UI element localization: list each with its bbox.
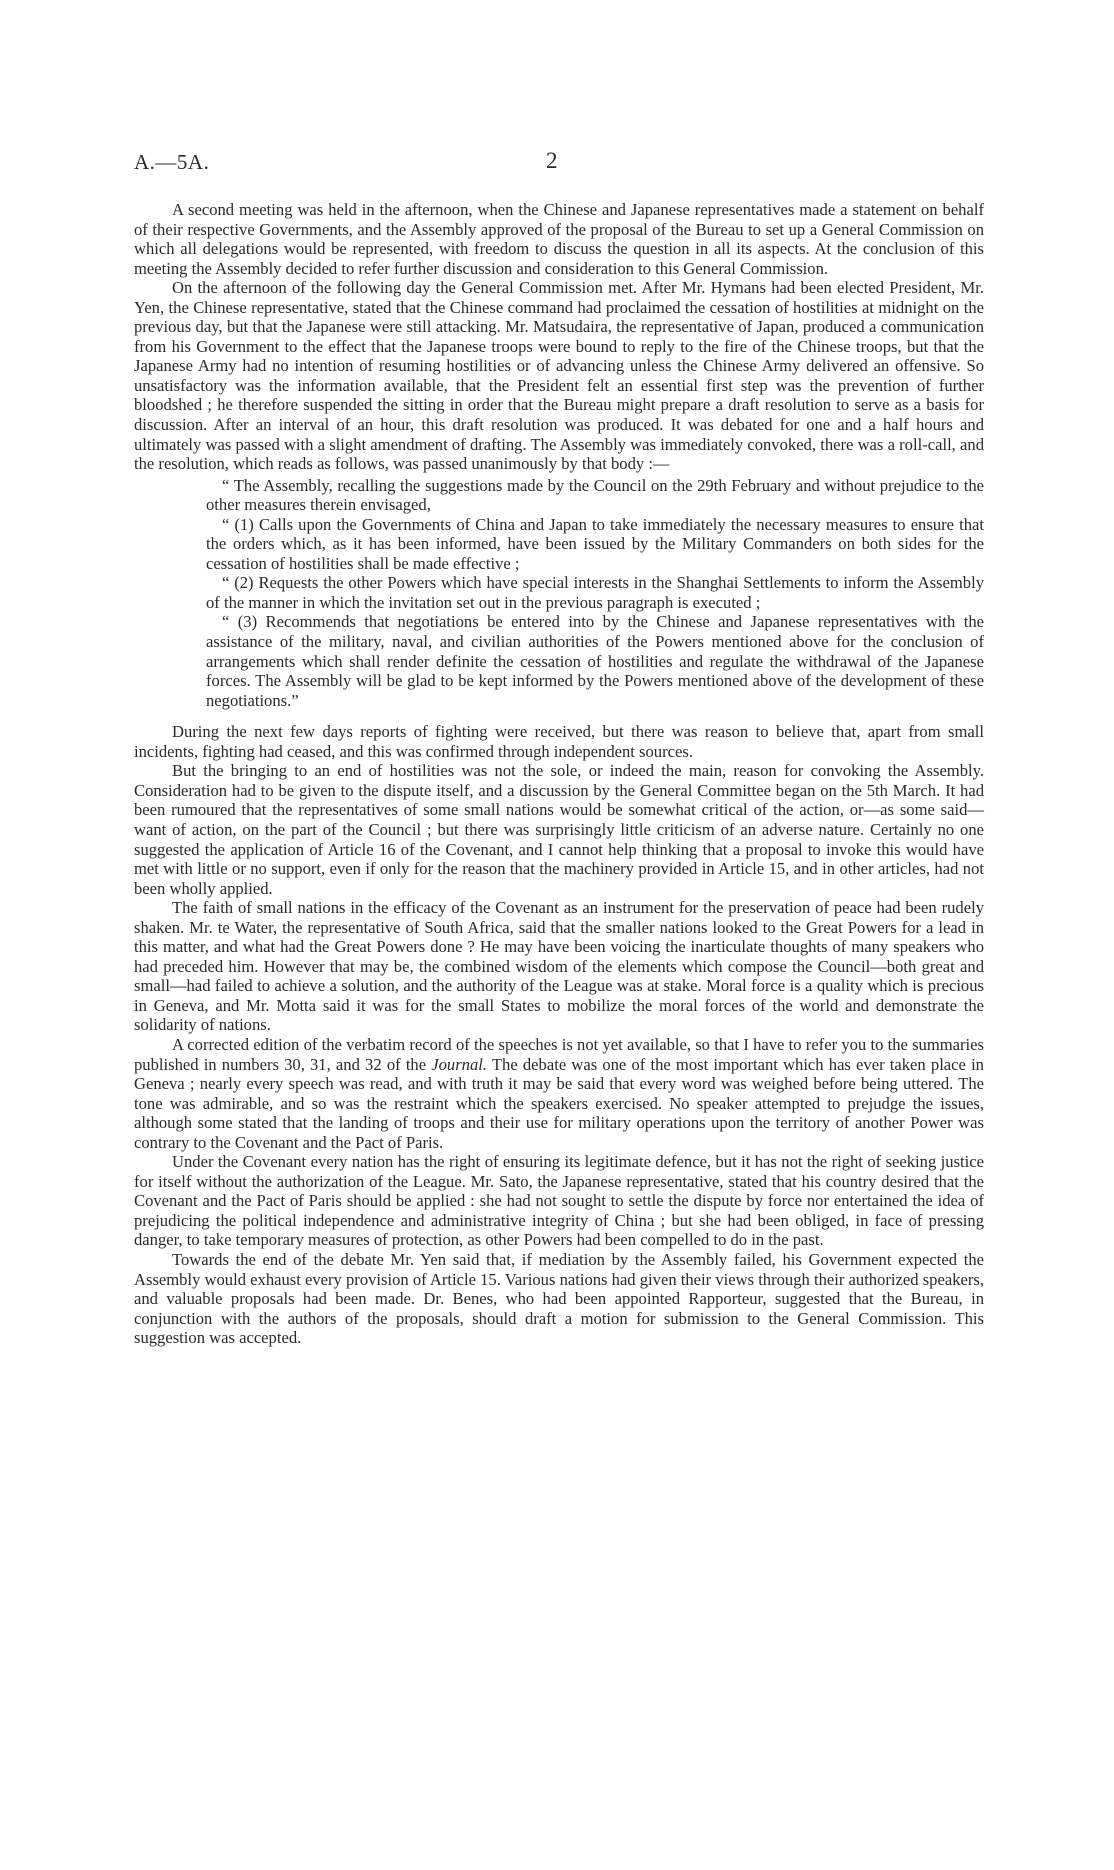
page-number: 2 [546, 148, 558, 173]
quote-paragraph: “ The Assembly, recalling the suggestions made by the Council on the 29th February and without prejudice to the other measures therein envisaged, [206, 475, 984, 515]
body-text [134, 200, 984, 1348]
journal-title: Journal. [431, 1054, 488, 1074]
quote-paragraph: “ (2) Requests the other Powers which have special interests in the Shanghai Settlements to inform the Assembly of the manner in which the invitation set out in the previous paragraph is executed ; [206, 573, 984, 612]
resolution-quote [206, 476, 984, 711]
paragraph: A second meeting was held in the afternoon, when the Chinese and Japanese representatives made a statement on behalf of their respective Governments, and the Assembly approved of the proposal of the Bureau to set up a General Commission on which all delegations would be represented, with freedom to discuss the question in all its aspects. At the conclusion of this meeting the Assembly decided to refer further discussion and consideration to this General Commission. [134, 200, 984, 278]
paragraph: Towards the end of the debate Mr. Yen said that, if mediation by the Assembly failed, his Government expected the Assembly would exhaust every provision of Article 15. Various nations had given their views through their authorized speakers, and valuable proposals had been made. Dr. Benes, who had been appointed Rapporteur, suggested that the Bureau, in conjunction with the authors of the proposals, should draft a motion for submission to the General Commission. This suggestion was accepted. [134, 1249, 984, 1348]
paragraph-journal [134, 1035, 984, 1152]
quote-paragraph: “ (3) Recommends that negotiations be entered into by the Chinese and Japanese representatives with the assistance of the military, naval, and civilian authorities of the Powers mentioned above for the conclusion of arrangements which shall render definite the cessation of hostilities and regulate the withdrawal of the Japanese forces. The Assembly will be glad to be kept informed by the Powers mentioned above of the development of these negotiations.” [206, 612, 984, 710]
journal-text-after: The debate was one of the most important which has ever taken place in Geneva ; nearly every speech was read, and with truth it may be said that every word was weighed before being uttered. The tone was admirable, and so was the restraint which the speakers exercised. No speaker attempted to prejudge the issues, although some stated that the landing of troops and their use for military operations upon the territory of another Power was contrary to the Covenant and the Pact of Paris. [134, 1054, 984, 1152]
quote-paragraph: “ (1) Calls upon the Governments of China and Japan to take immediately the necessary measures to ensure that the orders which, as it has been informed, have been issued by the Military Commanders on both sides for the cessation of hostilities shall be made effective ; [206, 514, 984, 573]
document-reference: A.—5A. [134, 150, 210, 174]
journal-text-before: A corrected edition of the verbatim record of the speeches is not yet available, so that I have to refer you to the summaries published in numbers 30, 31, and 32 of the [134, 1034, 984, 1074]
paragraph: The faith of small nations in the efficacy of the Covenant as an instrument for the preservation of peace had been rudely shaken. Mr. te Water, the representative of South Africa, said that the smaller nations looked to the Great Powers for a lead in this matter, and what had the Great Powers done ? He may have been voicing the inarticulate thoughts of many speakers who had preceded him. However that may be, the combined wisdom of the elements which compose the Council—both great and small—had failed to achieve a solution, and the authority of the League was at stake. Moral force is a quality which is precious in Geneva, and Mr. Motta said it was for the small States to mobilize the moral forces of the world and demonstrate the solidarity of nations. [134, 898, 984, 1035]
paragraph: Under the Covenant every nation has the right of ensuring its legitimate defence, but it has not the right of seeking justice for itself without the authorization of the League. Mr. Sato, the Japanese representative, stated that his country desired that the Covenant and the Pact of Paris should be applied : she had not sought to settle the dispute by force nor entertained the idea of prejudicing the political independence and administrative integrity of China ; but she had been obliged, in face of pressing danger, to take temporary measures of protection, as other Powers had been compelled to do in the past. [134, 1152, 984, 1250]
page-header [134, 150, 984, 180]
paragraph: On the afternoon of the following day the General Commission met. After Mr. Hymans had been elected President, Mr. Yen, the Chinese representative, stated that the Chinese command had proclaimed the cessation of hostilities at midnight on the previous day, but that the Japanese were still attacking. Mr. Matsudaira, the representative of Japan, produced a communication from his Government to the effect that the Japanese troops were bound to reply to the fire of the Chinese troops, but that the Japanese Army had no intention of resuming hostilities or of advancing unless the Chinese Army delivered an offensive. So unsatisfactory was the information available, that the President felt an essential first step was the prevention of further bloodshed ; he therefore suspended the sitting in order that the Bureau might prepare a draft resolution to serve as a basis for discussion. After an interval of an hour, this draft resolution was produced. It was debated for one and a half hours and ultimately was passed with a slight amendment of drafting. The Assembly was immediately convoked, there was a roll-call, and the resolution, which reads as follows, was passed unanimously by that body :— [134, 278, 984, 474]
paragraph: During the next few days reports of fighting were received, but there was reason to believe that, apart from small incidents, fighting had ceased, and this was confirmed through independent sources. [134, 722, 984, 761]
paragraph: But the bringing to an end of hostilities was not the sole, or indeed the main, reason for convoking the Assembly. Consideration had to be given to the dispute itself, and a discussion by the General Committee began on the 5th March. It had been rumoured that the representatives of some small nations would be somewhat critical of the action, or—as some said—want of action, on the part of the Council ; but there was surprisingly little criticism of an adverse nature. Certainly no one suggested the application of Article 16 of the Covenant, and I cannot help thinking that a proposal to invoke this would have met with little or no support, even if only for the reason that the machinery provided in Article 15, and in other articles, had not been wholly applied. [134, 761, 984, 898]
